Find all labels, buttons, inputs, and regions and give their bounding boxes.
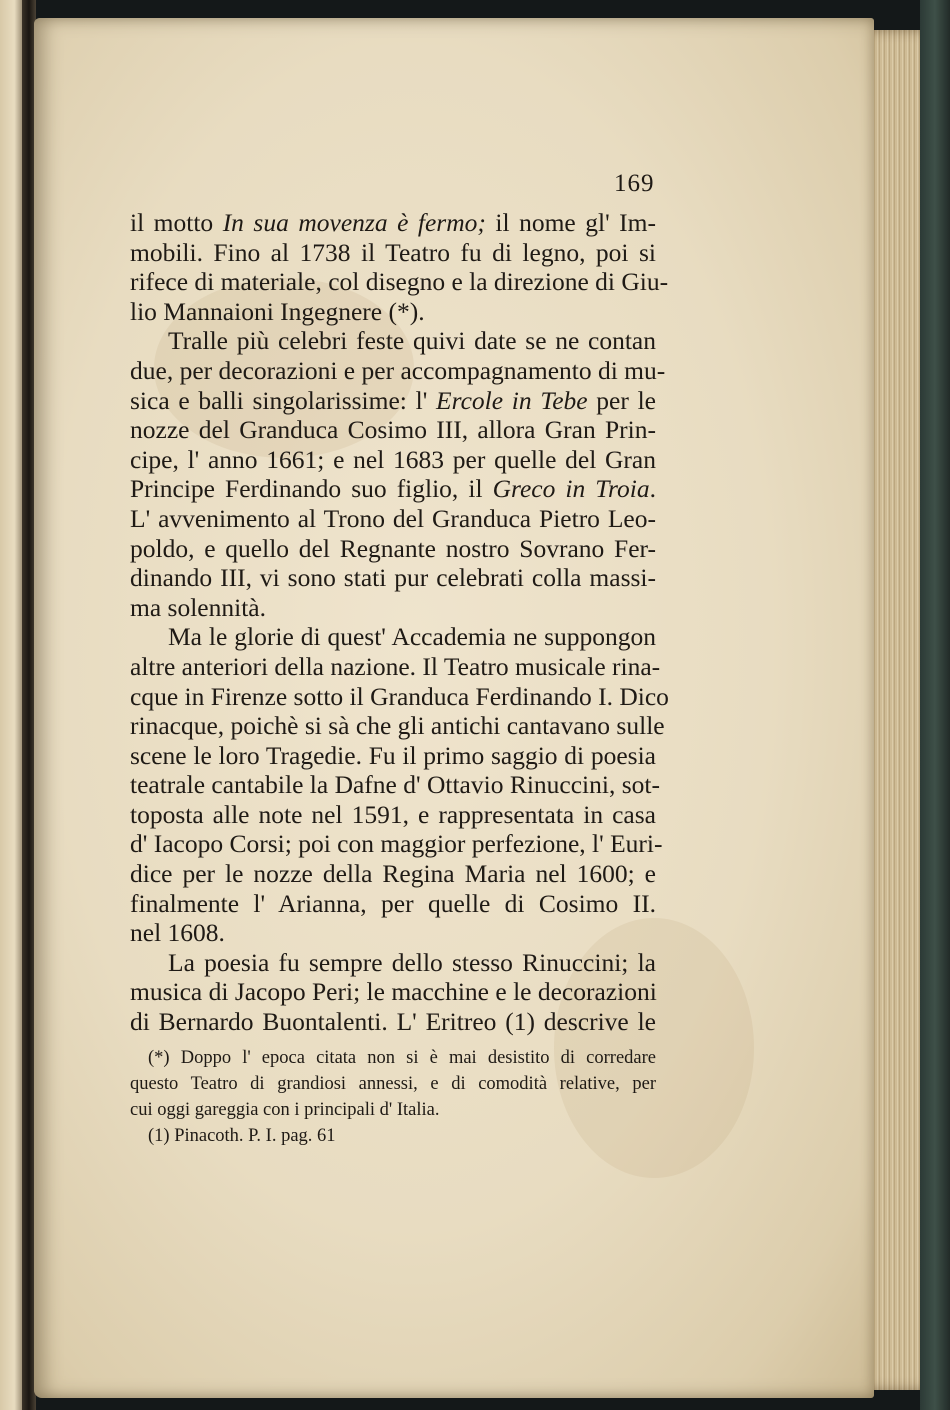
text-run: mobili. Fino al 1738 il Teatro fu di legno, poi si [130, 237, 656, 267]
text-line [130, 504, 656, 534]
text-run: Tralle più celebri feste quivi date se ne contan [168, 326, 656, 356]
text-run: nel 1608. [130, 918, 225, 948]
text-run: Ma le glorie di quest' Accademia ne suppongon [168, 622, 656, 652]
text-line [130, 651, 661, 682]
text-run: . [649, 474, 656, 504]
footnote [130, 1123, 656, 1149]
text-line [130, 208, 656, 238]
text-line [130, 741, 656, 771]
text-line [130, 859, 656, 889]
paragraph [130, 622, 669, 948]
text-line [130, 474, 656, 504]
text-run: il motto [130, 208, 223, 237]
paragraph [130, 208, 669, 326]
text-line [130, 622, 656, 652]
text-line [130, 355, 666, 386]
text-run: musica di Jacopo Peri; le macchine e le decorazioni [130, 977, 657, 1007]
text-run: cipe, l' anno 1661; e nel 1683 per quelle del Gran [130, 444, 656, 474]
text-run: nozze del Granduca Cosimo III, allora Gran Prin- [130, 415, 656, 445]
facing-page-edge [0, 0, 24, 1410]
paragraph [130, 948, 656, 1037]
text-line [130, 889, 656, 919]
text-run: dinando III, vi sono stati pur celebrati colla massi- [130, 563, 656, 593]
text-line [130, 829, 663, 859]
text-line [130, 593, 656, 623]
footnote-line: questo Teatro di grandiosi annessi, e di comodità relative, per [130, 1073, 656, 1094]
text-line [130, 918, 656, 948]
page-number: 169 [614, 170, 655, 197]
text-run: teatrale cantabile la Dafne d' Ottavio Rinuccini, sot- [130, 770, 660, 800]
text-run: finalmente l' Arianna, per quelle di Cosimo II. [130, 888, 656, 918]
text-run: sica e balli singolarissime: l' [130, 385, 437, 415]
text-run: rinacque, poichè si sà che gli antichi cantavano sulle [130, 711, 665, 741]
footnote-line: cui oggi gareggia con i principali d' Italia. [130, 1099, 440, 1120]
text-line [130, 238, 656, 268]
text-run: La poesia fu sempre dello stesso Rinuccini; la [168, 947, 656, 977]
text-line [130, 415, 656, 445]
footnote-line: (1) Pinacoth. P. I. pag. 61 [148, 1125, 336, 1146]
text-line [130, 711, 665, 741]
text-run: altre anteriori della nazione. Il Teatro musicale rina- [130, 651, 661, 681]
body-text [130, 208, 669, 1037]
footnote [130, 1045, 656, 1123]
italic-title: In sua movenza è fermo; [222, 208, 486, 237]
paragraph [130, 326, 666, 622]
text-run: scene le loro Tragedie. Fu il primo saggio di poesia [130, 740, 656, 770]
text-run: L' avvenimento al Trono del Granduca Pietro Leo- [130, 503, 656, 533]
italic-title: Greco in Troia [492, 474, 650, 504]
text-run: il nome gl' Im- [485, 208, 656, 237]
text-line [130, 267, 669, 297]
page-content [130, 180, 669, 1149]
text-line [130, 326, 656, 356]
text-run: lio Mannaioni Ingegnere (*). [130, 296, 425, 326]
text-run: per le [587, 385, 656, 415]
text-line [130, 977, 656, 1007]
text-run: d' Iacopo Corsi; poi con maggior perfezione, l' Euri- [130, 829, 663, 859]
text-line [130, 1007, 656, 1037]
text-line [130, 563, 656, 593]
text-run: ma solennità. [130, 592, 266, 622]
text-run: cque in Firenze sotto il Granduca Ferdinando I. Dico [130, 681, 669, 711]
text-line [130, 800, 656, 830]
text-run: Principe Ferdinando suo figlio, il [130, 474, 493, 504]
text-line [130, 770, 660, 800]
footnote-line: (*) Doppo l' epoca citata non si è mai desistito di corredare [148, 1047, 656, 1068]
text-line [130, 445, 656, 475]
text-run: due, per decorazioni e per accompagnamento di mu- [130, 355, 666, 385]
book-cover [920, 0, 950, 1410]
footnotes [130, 1045, 656, 1149]
text-line [130, 386, 656, 416]
text-run: poldo, e quello del Regnante nostro Sovrano Fer- [130, 533, 656, 563]
text-line [130, 681, 669, 712]
text-line [130, 534, 656, 564]
text-line [130, 948, 656, 978]
text-run: rifece di materiale, col disegno e la direzione di Giu- [130, 267, 669, 297]
text-run: toposta alle note nel 1591, e rappresentata in casa [130, 799, 656, 829]
text-line [130, 297, 656, 327]
text-run: dice per le nozze della Regina Maria nel 1600; e [130, 859, 656, 889]
text-run: di Bernardo Buontalenti. L' Eritreo (1) descrive le [130, 1007, 656, 1037]
italic-title: Ercole in Tebe [436, 385, 588, 415]
